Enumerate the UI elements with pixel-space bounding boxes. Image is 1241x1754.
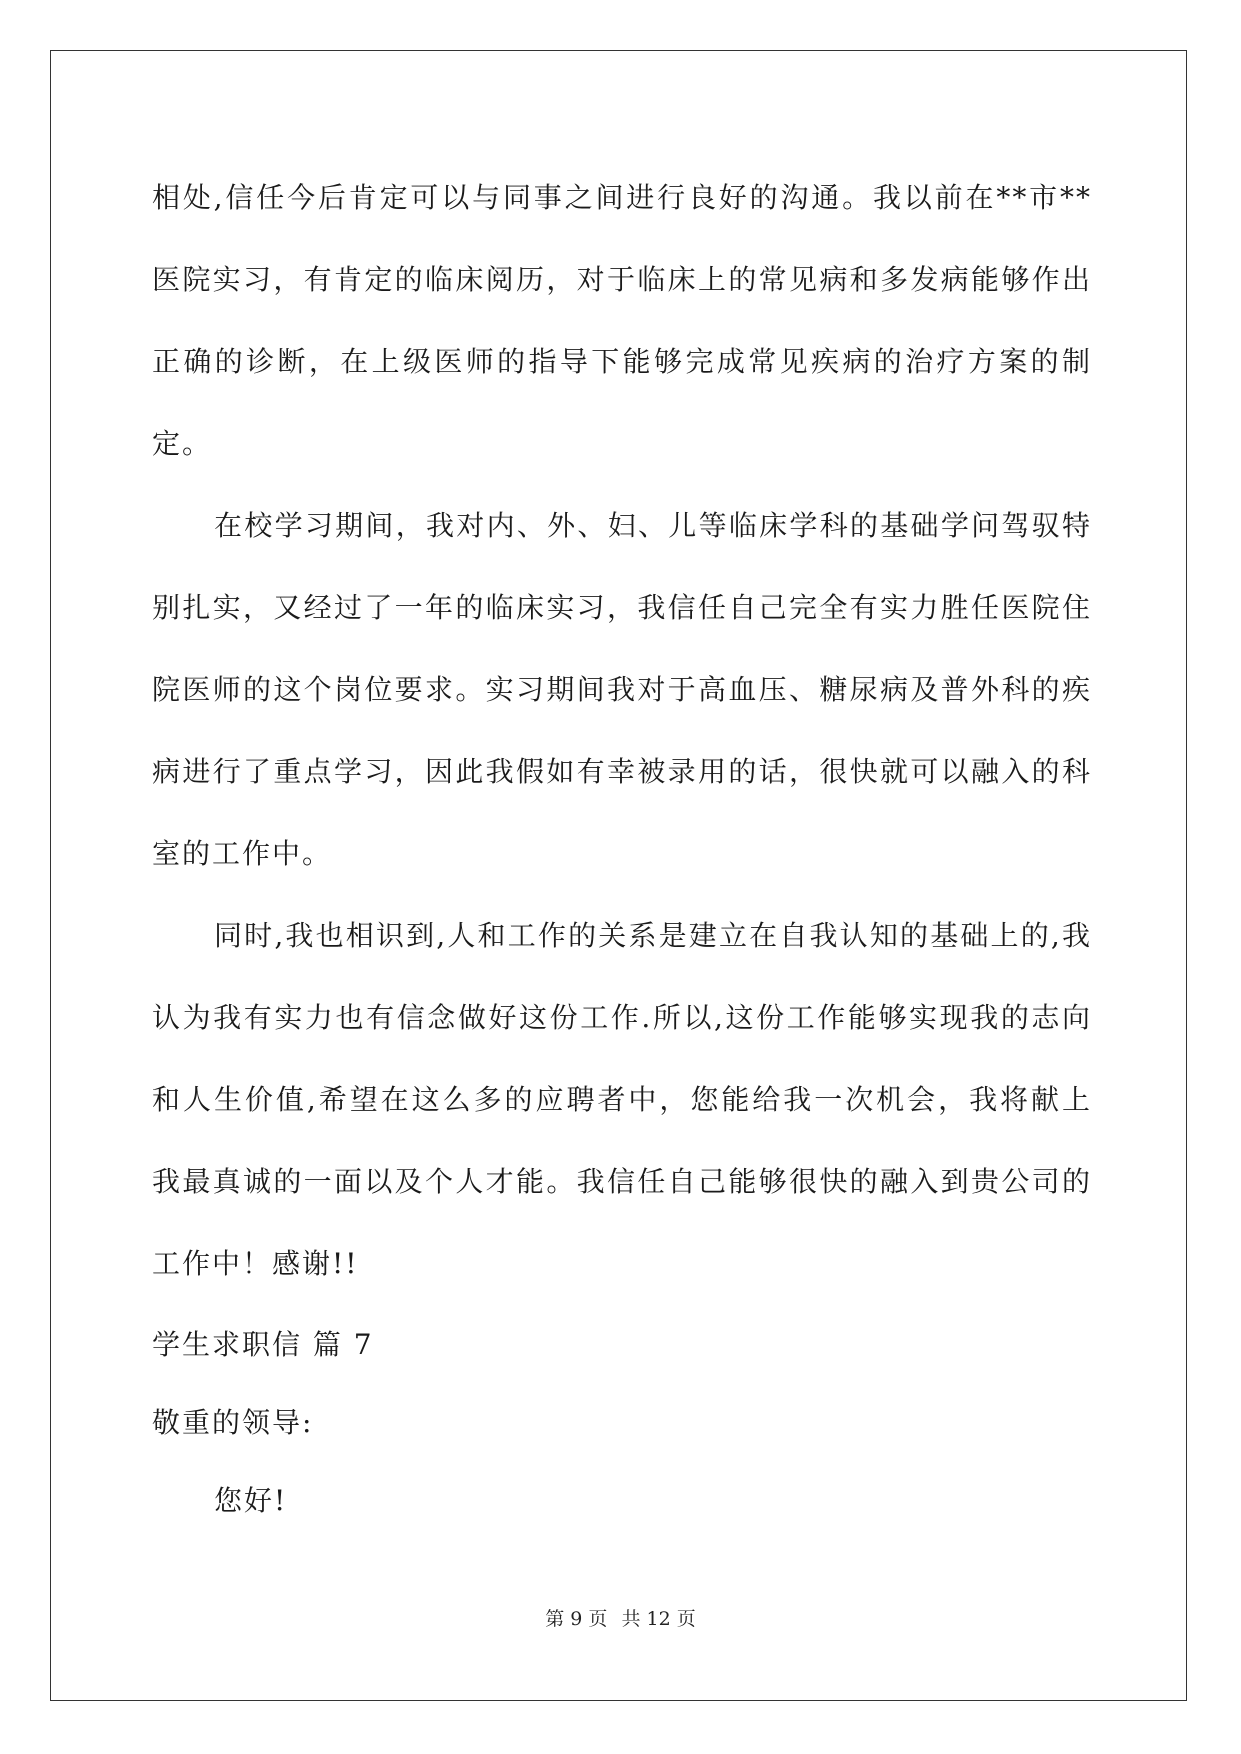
page-total: 共 12 页 (621, 1608, 696, 1630)
paragraph-closing: 同时,我也相识到,人和工作的关系是建立在自我认知的基础上的,我认为我有实力也有信念做好这份工作.所以,这份工作能够实现我的志向和人生价值,希望在这么多的应聘者中，您能给我一次机会，我将献上我最真诚的一面以及个人才能。我信任自己能够很快的融入到贵公司的工作中！感谢!! (152, 919, 1092, 1280)
page-number: 第 9 页 (545, 1608, 608, 1630)
paragraph-study: 在校学习期间，我对内、外、妇、儿等临床学科的基础学问驾驭特别扎实，又经过了一年的临床实习，我信任自己完全有实力胜任医院住院医师的这个岗位要求。实习期间我对于高血压、糖尿病及普外科的疾病进行了重点学习，因此我假如有幸被录用的话，很快就可以融入的科室的工作中。 (152, 509, 1092, 870)
salutation: 敬重的领导: (152, 1406, 314, 1439)
paragraph-continuation: 相处,信任今后肯定可以与同事之间进行良好的沟通。我以前在**市**医院实习，有肯定的临床阅历，对于临床上的常见病和多发病能够作出正确的诊断，在上级医师的指导下能够完成常见疾病的治疗方案的制定。 (152, 181, 1092, 460)
greeting: 您好! (214, 1484, 288, 1517)
page-footer (0, 1604, 1241, 1631)
document-body (152, 157, 1092, 1539)
section-title: 学生求职信 篇 7 (152, 1328, 374, 1361)
